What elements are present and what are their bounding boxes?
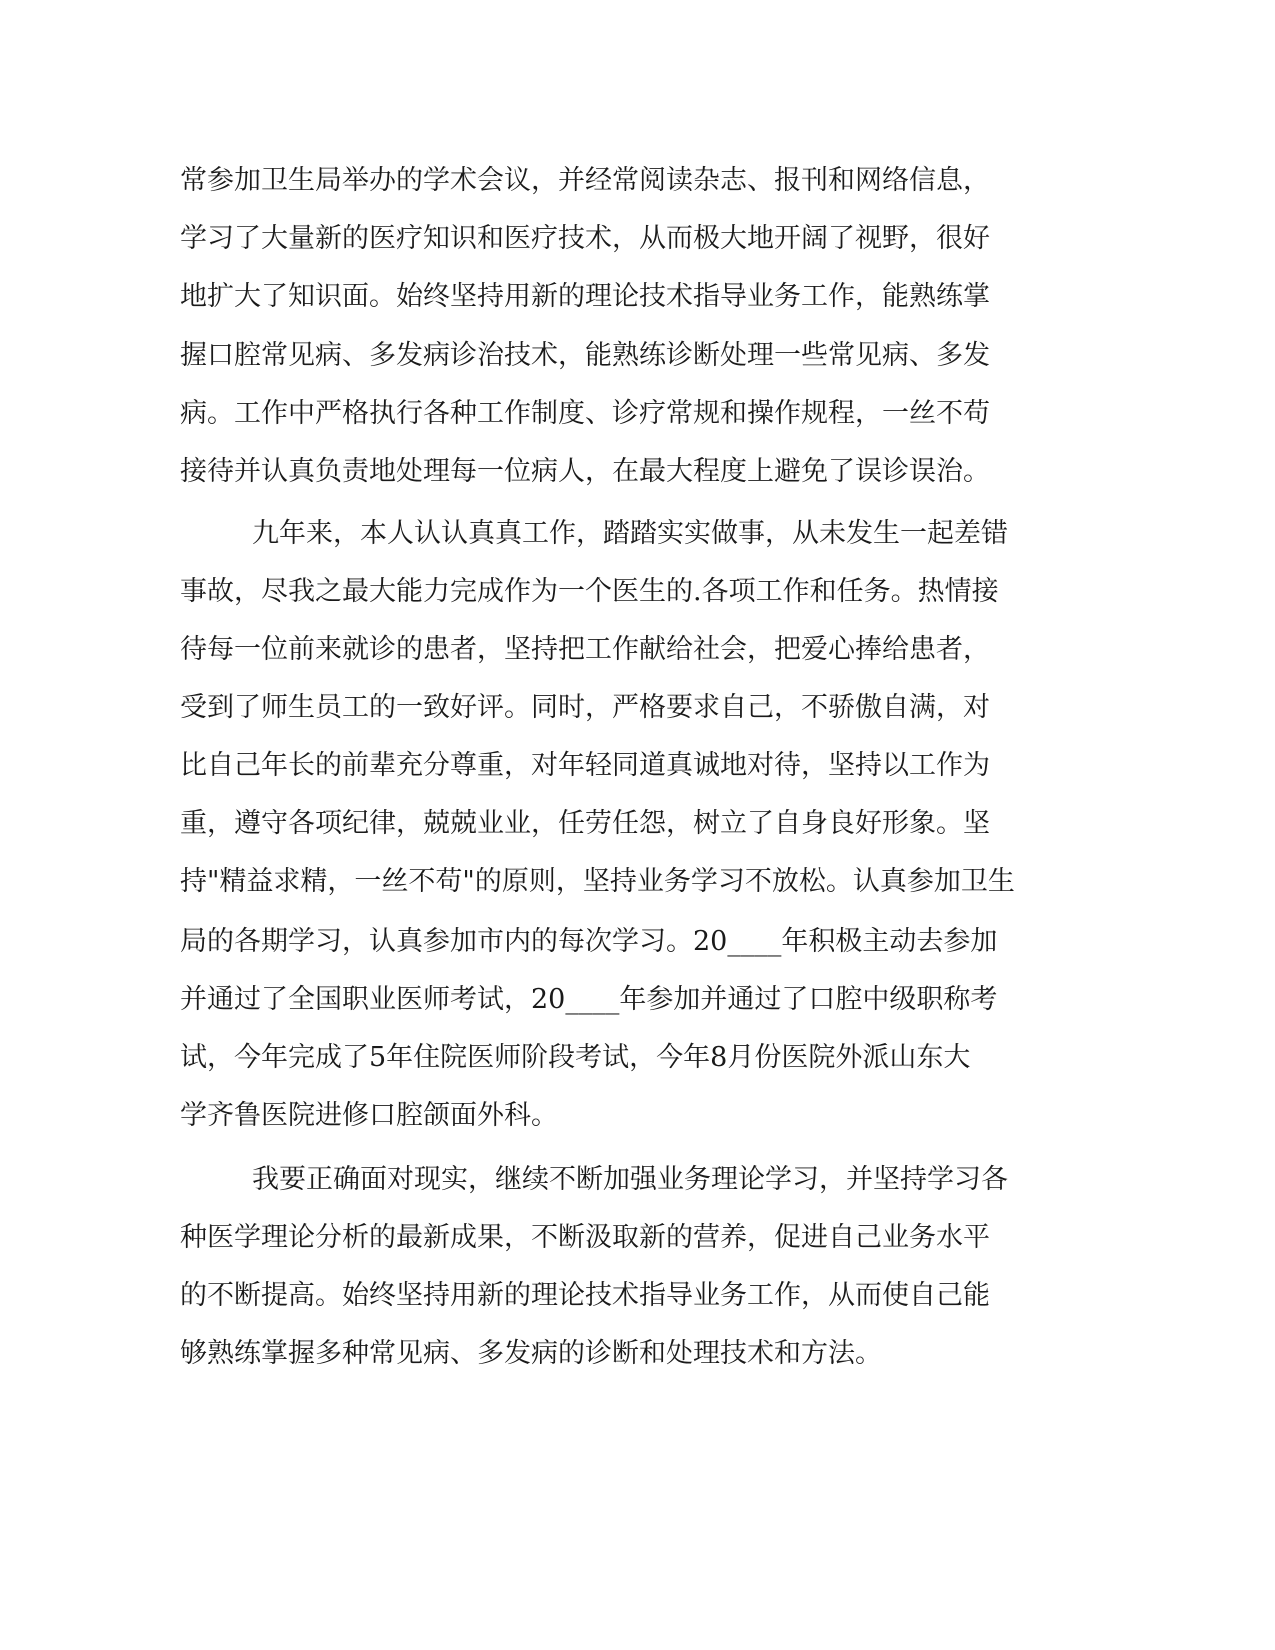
text-line: 重，遵守各项纪律，兢兢业业，任劳任怨，树立了自身良好形象。坚 <box>180 808 990 839</box>
text-line: 九年来，本人认认真真工作，踏踏实实做事，从未发生一起差错 <box>252 518 1008 549</box>
text-line: 够熟练掌握多种常见病、多发病的诊断和处理技术和方法。 <box>180 1338 882 1369</box>
text-line: 受到了师生员工的一致好评。同时，严格要求自己，不骄傲自满，对 <box>180 692 990 723</box>
text-line: 学齐鲁医院进修口腔颌面外科。 <box>180 1100 558 1131</box>
text-line: 病。工作中严格执行各种工作制度、诊疗常规和操作规程，一丝不苟 <box>180 398 990 429</box>
text-line: 持"精益求精，一丝不苟"的原则，坚持业务学习不放松。认真参加卫生 <box>180 866 1015 897</box>
text-line: 的不断提高。始终坚持用新的理论技术指导业务工作，从而使自己能 <box>180 1280 990 1311</box>
text-line: 局的各期学习，认真参加市内的每次学习。20____年积极主动去参加 <box>180 926 998 957</box>
text-line: 常参加卫生局举办的学术会议，并经常阅读杂志、报刊和网络信息， <box>180 165 990 196</box>
text-line: 比自己年长的前辈充分尊重，对年轻同道真诚地对待，坚持以工作为 <box>180 750 990 781</box>
text-line: 学习了大量新的医疗知识和医疗技术，从而极大地开阔了视野，很好 <box>180 223 990 254</box>
text-line: 试，今年完成了5年住院医师阶段考试，今年8月份医院外派山东大 <box>180 1042 971 1073</box>
text-line: 待每一位前来就诊的患者，坚持把工作献给社会，把爱心捧给患者， <box>180 634 990 665</box>
text-line: 我要正确面对现实，继续不断加强业务理论学习，并坚持学习各 <box>252 1164 1008 1195</box>
text-line: 地扩大了知识面。始终坚持用新的理论技术指导业务工作，能熟练掌 <box>180 281 990 312</box>
text-line: 握口腔常见病、多发病诊治技术，能熟练诊断处理一些常见病、多发 <box>180 340 990 371</box>
text-line: 并通过了全国职业医师考试，20____年参加并通过了口腔中级职称考 <box>180 984 998 1015</box>
text-line: 接待并认真负责地处理每一位病人，在最大程度上避免了误诊误治。 <box>180 456 990 487</box>
text-line: 种医学理论分析的最新成果，不断汲取新的营养，促进自己业务水平 <box>180 1222 990 1253</box>
text-line: 事故，尽我之最大能力完成作为一个医生的.各项工作和任务。热情接 <box>180 576 999 607</box>
